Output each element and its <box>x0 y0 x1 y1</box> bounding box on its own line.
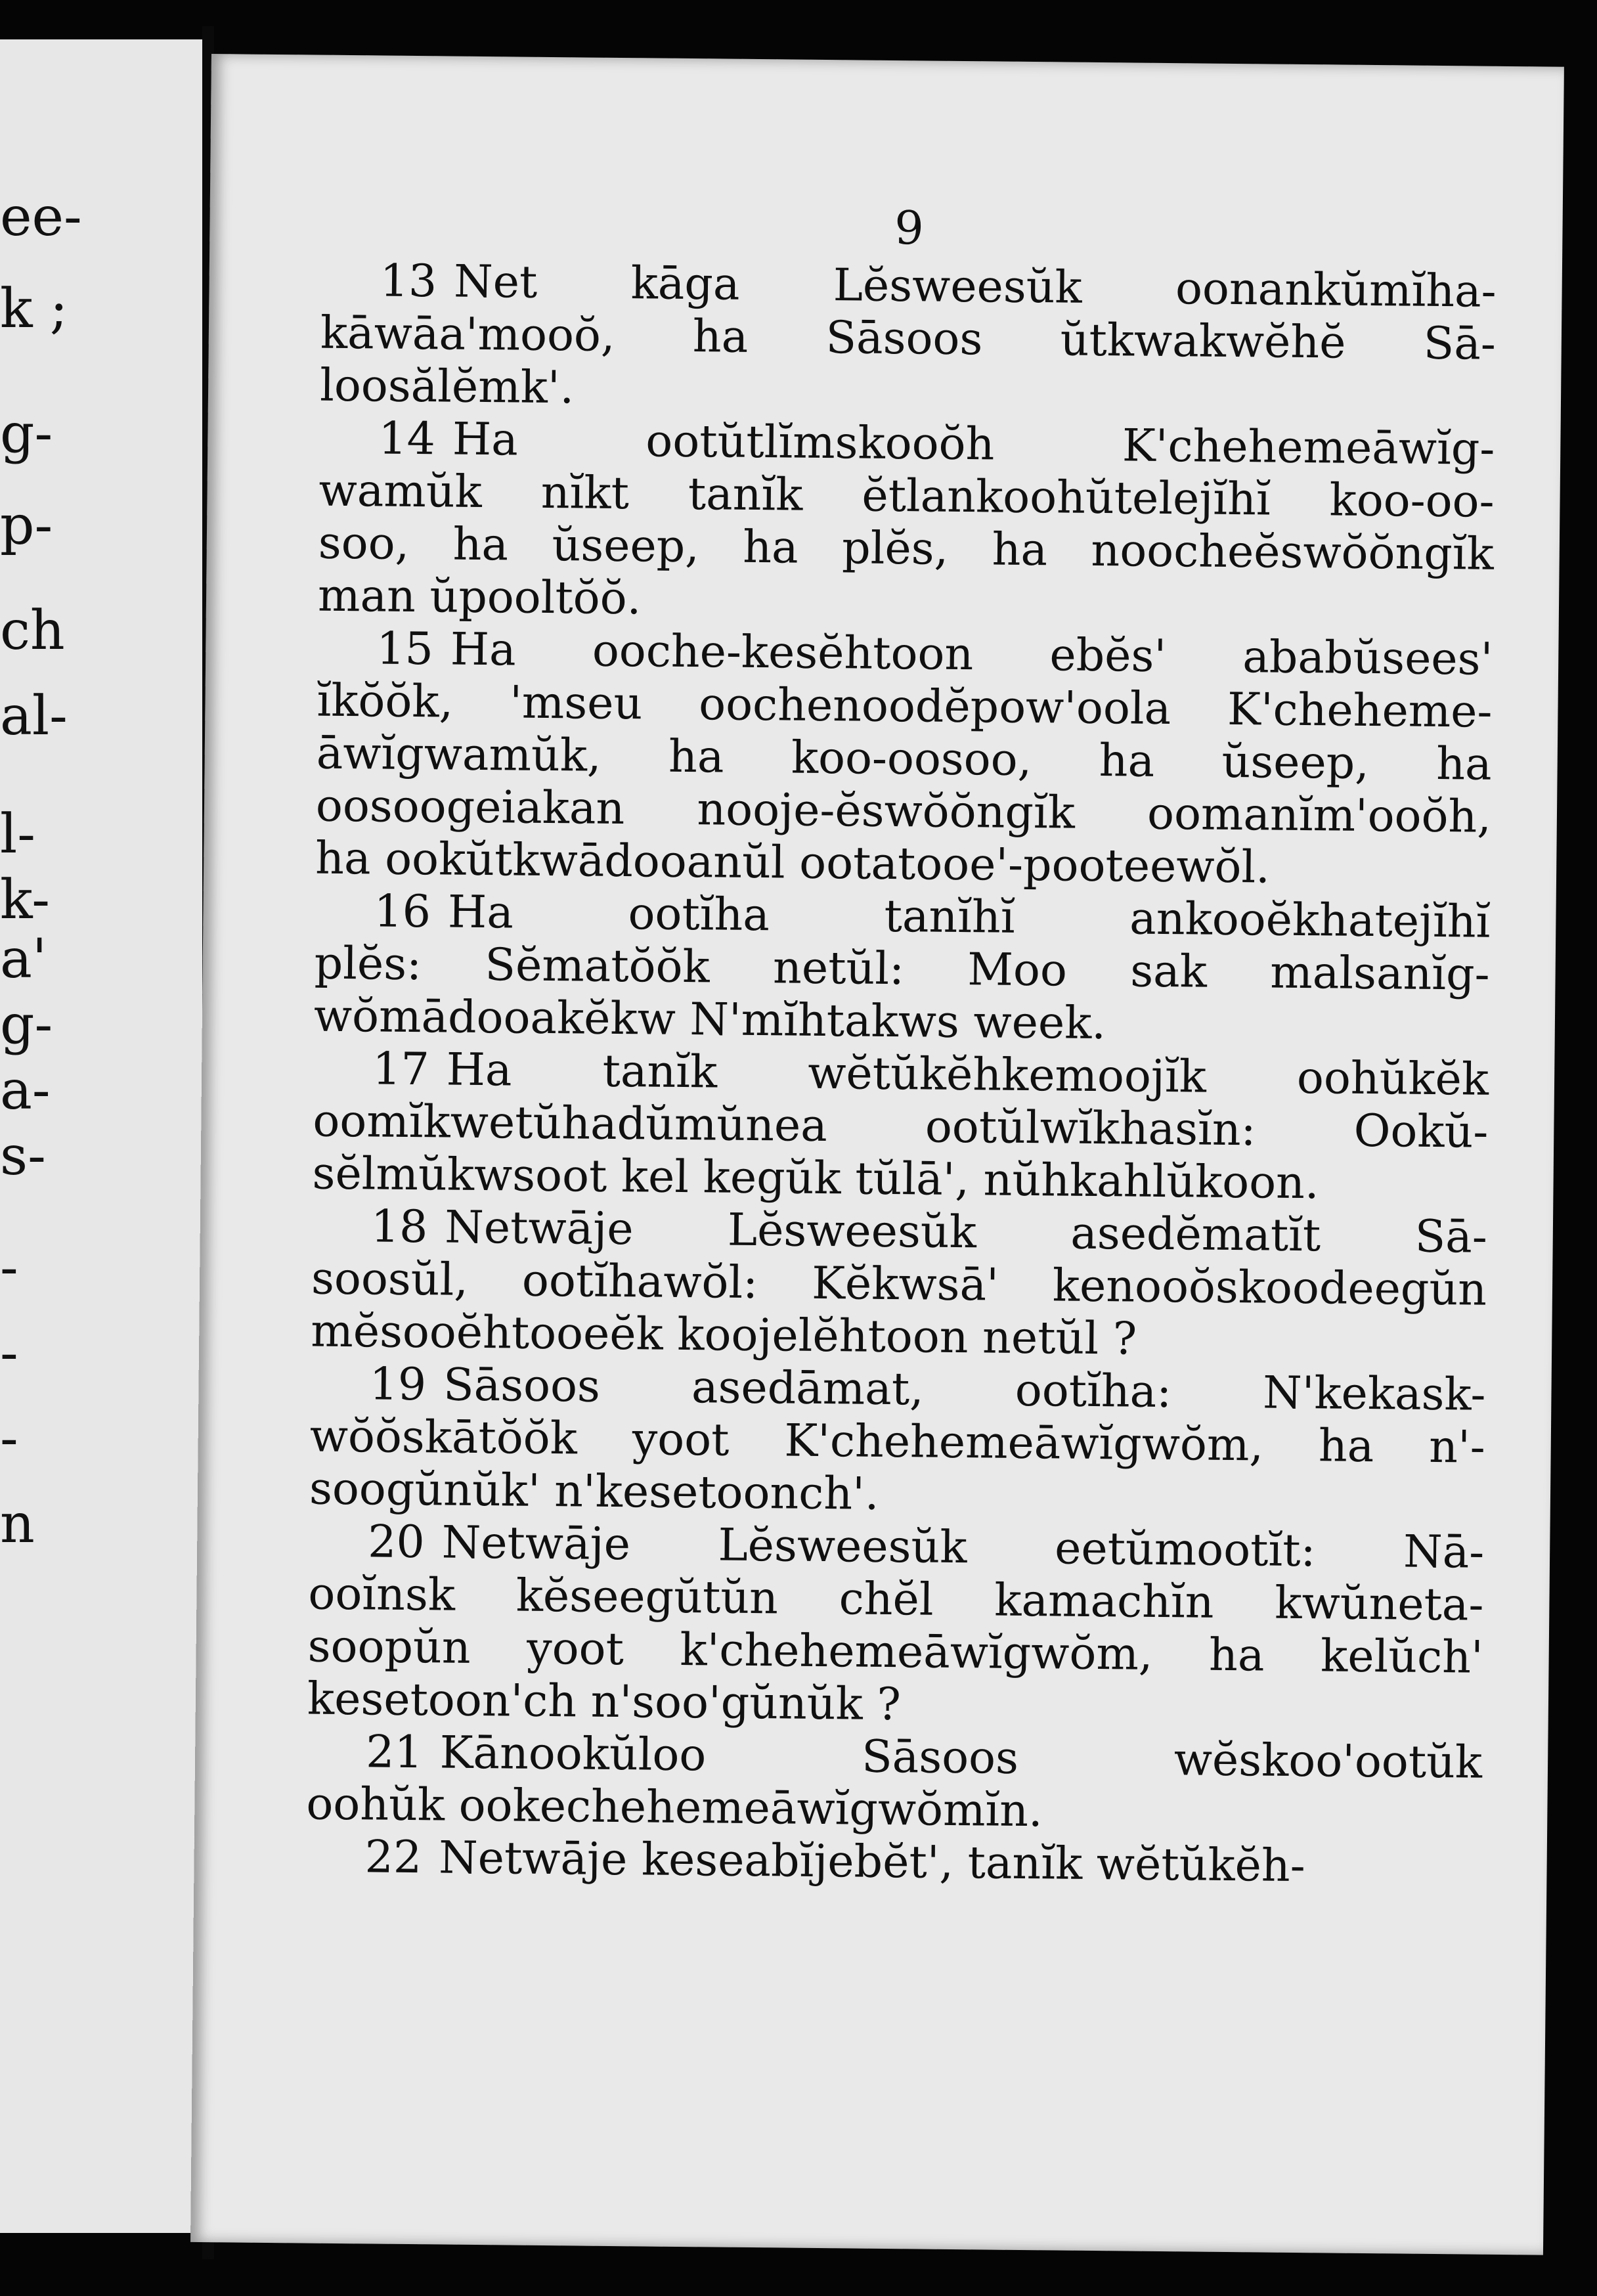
left-page-fragment: ee- <box>0 186 82 248</box>
verse-text: Net kāga Lĕsweesŭk oonankŭmĭha- <box>453 255 1497 318</box>
verse-text: Ha ootŭtlĭmskooŏh K'chehemeāwĭg- <box>452 413 1495 475</box>
right-page <box>190 54 1564 2255</box>
left-page-fragment: a- <box>0 1059 51 1122</box>
verse-text: Ha tanĭk wĕtŭkĕhkemoojĭk oohŭkĕk <box>446 1044 1489 1106</box>
verse <box>312 1043 1489 1212</box>
verse-text: Ha ootĭha tanĭhĭ ankooĕkhatejĭhĭ <box>447 886 1491 948</box>
verse-text: āwĭgwamŭk, ha koo-oosoo, ha ŭseep, ha <box>316 727 1493 791</box>
verse-number: 14 <box>378 412 436 466</box>
verse-text: soosŭl, ootĭhawŏl: Kĕkwsā' kenooŏskoodeegŭn <box>311 1252 1487 1316</box>
verse <box>309 1358 1486 1527</box>
verse-text: Netwāje keseabĭjebĕt', tanĭk wĕtŭkĕh- <box>438 1832 1306 1893</box>
verse-text: wamŭk nĭkt tanĭk ĕtlankoohŭtelejĭhĭ koo-oo- <box>318 464 1495 528</box>
left-page-fragment: k ; <box>0 278 68 340</box>
verse-text: Kānookŭloo Sāsoos wĕskoo'ootŭk <box>439 1727 1483 1789</box>
left-page-fragment: n <box>0 1493 35 1555</box>
verse-text: Sāsoos asedāmat, ootĭha: N'kekask- <box>443 1359 1486 1421</box>
verse <box>307 1516 1485 1737</box>
verse-text: wŏmādooakĕkw N'mĭhtakws week. <box>313 990 1106 1050</box>
left-page-fragment: ch <box>0 600 65 662</box>
verse-text: kāwāa'mooŏ, ha Sāsoos ŭtkwakwĕhĕ Sā- <box>320 307 1497 370</box>
verse-text: Netwāje Lĕsweesŭk asedĕmatĭt Sā- <box>445 1201 1488 1264</box>
verse-text: man ŭpooltŏŏ. <box>317 569 642 625</box>
verse-number: 16 <box>374 885 431 938</box>
verse-text: soo, ha ŭseep, ha plĕs, ha noocheĕswŏŏngĭk <box>318 517 1495 581</box>
verse <box>320 255 1497 424</box>
verse-text: Netwāje Lĕsweesŭk eetŭmootĭt: Nā- <box>441 1516 1485 1579</box>
left-page-edge <box>0 39 206 2233</box>
page-number: 9 <box>894 200 925 255</box>
verse-number: 21 <box>365 1726 424 1779</box>
verse-text: Ha ooche-kesĕhtoon ebĕs' ababŭsees' <box>450 623 1493 686</box>
verse-number: 20 <box>367 1516 426 1569</box>
left-page-fragment: g- <box>0 994 53 1056</box>
verse-line <box>305 1831 1481 1895</box>
verse-text: ĭkŏŏk, 'mseu oochenoodĕpow'oola K'cheheme- <box>317 674 1493 738</box>
verse-text: sĕlmŭkwsoot kel kegŭk tŭlā', nŭhkahlŭkoon. <box>312 1147 1319 1210</box>
verse-text: ha ookŭtkwādooanŭl ootatooe'-pooteewŏl. <box>315 832 1271 894</box>
verse <box>306 1726 1482 1842</box>
verse-text: ooĭnsk kĕseegŭtŭn chĕl kamachĭn kwŭneta- <box>308 1568 1484 1631</box>
left-page-fragment: s- <box>0 1125 46 1187</box>
verse-text: oomĭkwetŭhadŭmŭnea ootŭlwĭkhasĭn: Ookŭ- <box>313 1095 1489 1159</box>
left-page-fragment: p- <box>0 495 53 557</box>
left-page-fragment: - <box>0 1322 18 1384</box>
page-text-block <box>305 200 1497 1895</box>
left-page-fragment: l- <box>0 803 35 866</box>
verse-number: 15 <box>376 623 434 676</box>
left-page-fragment: - <box>0 1407 18 1470</box>
verse-text: soopŭn yoot k'chehemeāwĭgwŏm, ha kelŭch' <box>307 1620 1484 1684</box>
verse <box>311 1201 1487 1369</box>
left-page-fragment: - <box>0 1237 18 1299</box>
verse-text: soogŭnŭk' n'kesetoonch'. <box>309 1463 879 1520</box>
verse <box>305 1831 1481 1895</box>
verse <box>315 623 1493 896</box>
verse-text: oosoogeiakan nooje-ĕswŏŏngĭk oomanĭm'ooŏh, <box>315 780 1492 843</box>
verse-list <box>305 255 1497 1895</box>
left-page-fragment: a' <box>0 928 47 990</box>
verse-number: 13 <box>380 255 437 308</box>
left-page-fragment: al- <box>0 685 68 747</box>
verse <box>314 885 1491 1054</box>
verse-text: kesetoon'ch n'soo'gŭnŭk ? <box>307 1673 902 1731</box>
verse <box>318 412 1495 634</box>
verse-text: loosălĕmk'. <box>319 359 575 414</box>
verse-text: plĕs: Sĕmatŏŏk netŭl: Moo sak malsanĭg- <box>314 937 1491 1001</box>
verse-text: wŏŏskātŏŏk yoot K'chehemeāwĭgwŏm, ha n'- <box>309 1410 1486 1474</box>
left-page-fragment: g- <box>0 403 53 465</box>
verse-text: oohŭk ookechehemeāwĭgwŏmĭn. <box>306 1778 1043 1838</box>
verse-number: 22 <box>364 1831 422 1884</box>
verse-number: 18 <box>370 1201 428 1254</box>
left-page-fragment: k- <box>0 869 50 931</box>
verse-number: 19 <box>369 1358 427 1411</box>
verse-number: 17 <box>372 1043 430 1096</box>
verse-text: mĕsooĕhtooeĕk koojelĕhtoon netŭl ? <box>310 1305 1137 1365</box>
